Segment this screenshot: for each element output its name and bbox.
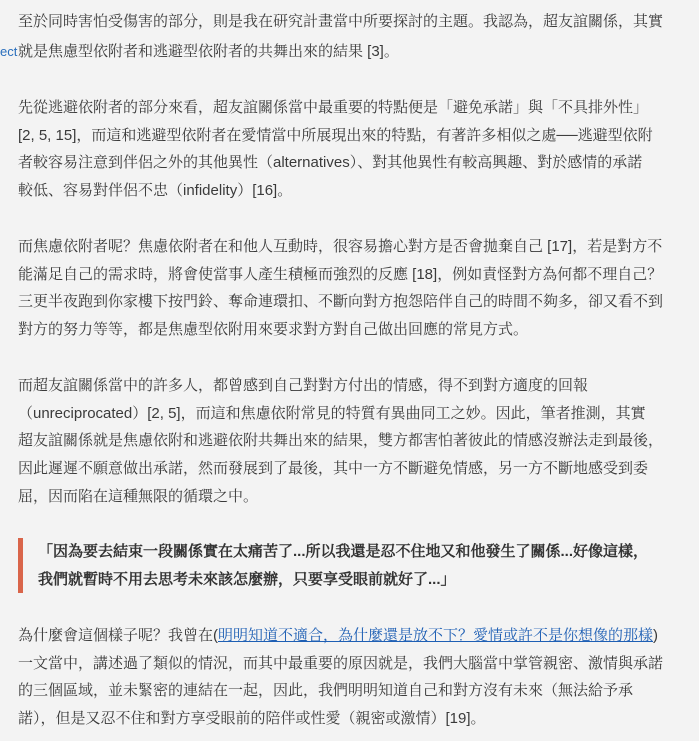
text-line: 先從逃避依附者的部分來看，超友誼關係當中最重要的特點便是「避免承諾」與「不具排外性」 bbox=[18, 99, 649, 116]
text-line: 至於同時害怕受傷害的部分，則是我在研究計畫當中所要探討的主題。我認為，超友誼關係，其實 bbox=[18, 13, 664, 30]
text-line: 就是焦慮型依附者和逃避型依附者的共舞出來的結果 [3]。 bbox=[18, 43, 399, 60]
text-line: 能滿足自己的需求時，將會使當事人產生積極而強烈的反應 [18]，例如責怪對方為何都不理自己？ bbox=[18, 265, 663, 283]
text-line: 而超友誼關係當中的許多人，都曾感到自己對對方付出的情感，得不到對方適度的回報 bbox=[18, 377, 589, 394]
text-line: 而焦慮依附者呢？焦慮依附者在和他人互動時，很容易擔心對方是否會拋棄自己 [17]，若是對方不 bbox=[18, 238, 663, 255]
paragraph-3 bbox=[18, 233, 688, 344]
link-prefix: 為什麼會這個樣子呢？我曾在( bbox=[18, 627, 218, 644]
article-link[interactable]: 明明知道不適合，為什麼還是放不下？愛情或許不是你想像的那樣 bbox=[218, 627, 654, 644]
text-line: 因此遲遲不願意做出承諾，然而發展到了最後，其中一方不斷避免情感，另一方不斷地感受到委 bbox=[18, 460, 649, 478]
text-line: 較低、容易對伴侶不忠（infidelity）[16]。 bbox=[18, 182, 293, 200]
text-line: 超友誼關係就是焦慮依附和逃避依附共舞出來的結果，雙方都害怕著彼此的情感沒辦法走到最後， bbox=[18, 432, 664, 450]
text-line: 一文當中，講述過了類似的情況，而其中最重要的原因就是，我們大腦當中掌管親密、激情與承諾 bbox=[18, 654, 664, 672]
text-line: 三更半夜跑到你家樓下按門鈴、奪命連環扣、不斷向對方抱怨陪伴自己的時間不夠多，卻又看不到 bbox=[18, 293, 664, 311]
blockquote bbox=[18, 538, 693, 593]
quote-line: 「因為要去結束一段關係實在太痛苦了...所以我還是忍不住地又和他發生了關係...好像這樣， bbox=[38, 543, 649, 560]
text-line: 屈，因而陷在這種無限的循環之中。 bbox=[18, 487, 259, 505]
paragraph-4 bbox=[18, 372, 688, 510]
text-line: 對方的努力等等，都是焦慮型依附用來要求對方對自己做出回應的常見方式。 bbox=[18, 321, 529, 339]
quote-line: 我們就暫時不用去思考未來該怎麼辦，只要享受眼前就好了...」 bbox=[38, 571, 456, 588]
paragraph-5 bbox=[18, 622, 688, 733]
text-line: [2, 5, 15]，而這和逃避型依附者在愛情當中所展現出來的特點，有著許多相似之處──逃避型依附 bbox=[18, 126, 653, 144]
cut-off-link-fragment[interactable]: ect bbox=[0, 44, 18, 59]
text-line: 諾），但是又忍不住和對方享受眼前的陪伴或性愛（親密或激情）[19]。 bbox=[18, 710, 486, 728]
paragraph-1 bbox=[18, 7, 688, 67]
text-line bbox=[18, 622, 688, 650]
text-line: 的三個區域，並未緊密的連結在一起，因此，我們明明知道自己和對方沒有未來（無法給予承 bbox=[18, 682, 634, 700]
link-suffix: ) bbox=[653, 627, 659, 644]
text-line: （unreciprocated）[2, 5]，而這和焦慮依附常見的特質有異曲同工之妙。因此，筆者推測，其實 bbox=[18, 404, 646, 422]
paragraph-2 bbox=[18, 94, 688, 205]
text-line: 者較容易注意到伴侶之外的其他異性（alternatives）、對其他異性有較高興趣、對於感情的承諾 bbox=[18, 154, 643, 172]
